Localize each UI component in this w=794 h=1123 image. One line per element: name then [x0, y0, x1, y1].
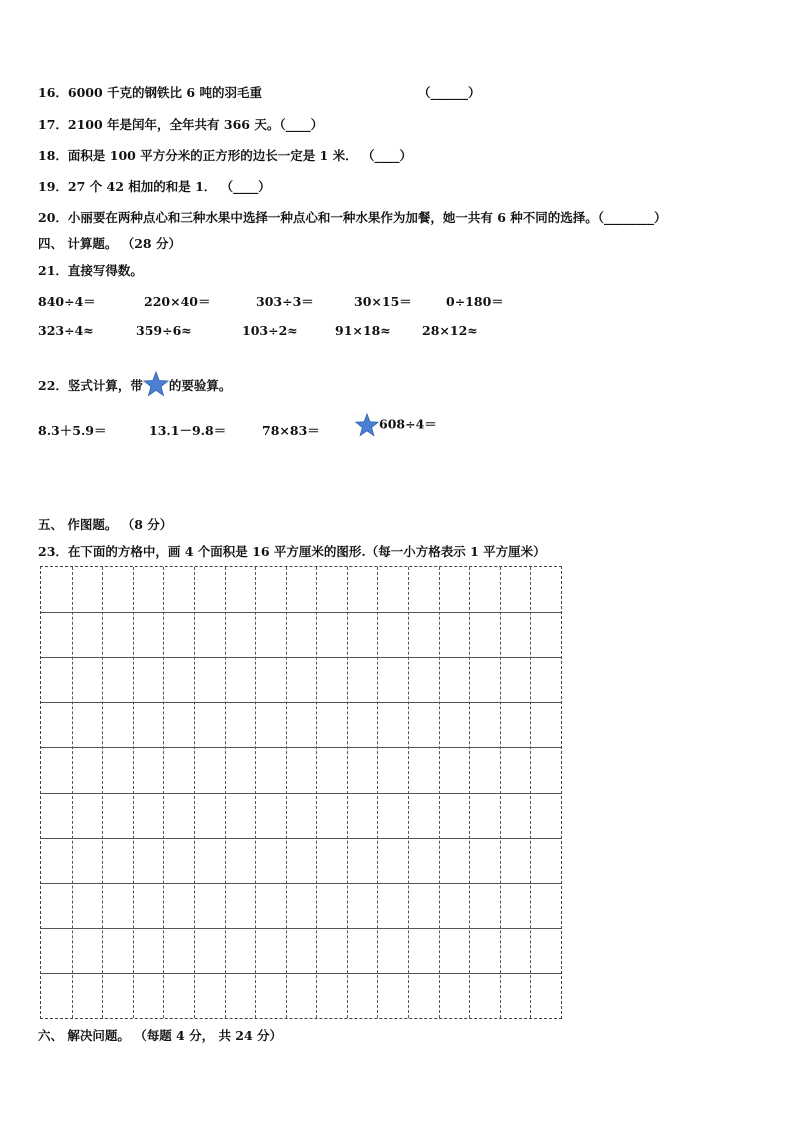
grid-row-line: [41, 702, 561, 703]
question-21: 21．直接写得数。: [38, 263, 143, 278]
question-16-number: 16．: [38, 85, 68, 100]
question-22-prefix: 22．竖式计算，带: [38, 378, 143, 393]
grid-row-line: [41, 838, 561, 839]
question-22-suffix: 的要验算。: [168, 378, 232, 393]
question-20: 20．小丽要在两种点心和三种水果中选择一种点心和一种水果作为加餐，她一共有 6 种不同的选择。（________）: [38, 210, 667, 225]
vertical-calc-item: 78×83＝: [262, 423, 320, 438]
question-16: [38, 83, 262, 101]
estimate-item: 28×12≈: [422, 323, 478, 338]
vertical-calc-item-starred: [355, 413, 437, 437]
section-6-title: 六、 解决问题。 （每题 4 分， 共 24 分）: [38, 1028, 283, 1043]
grid-row-line: [41, 612, 561, 613]
star-icon: [143, 371, 169, 397]
vertical-calc-label: 608÷4＝: [379, 416, 437, 432]
star-icon: [355, 413, 379, 437]
estimate-item: 103÷2≈: [242, 323, 298, 338]
grid-row-line: [41, 973, 561, 974]
question-22: [38, 376, 231, 397]
question-16-answer-bracket: （______）: [418, 85, 481, 100]
grid-row-line: [41, 747, 561, 748]
grid-row-line: [41, 793, 561, 794]
section-5-title: 五、 作图题。 （8 分）: [38, 517, 173, 532]
question-16-text: 6000 千克的钢铁比 6 吨的羽毛重: [67, 85, 262, 100]
calc-item: 303÷3＝: [256, 294, 314, 309]
grid-row-line: [41, 883, 561, 884]
question-23: 23．在下面的方格中，画 4 个面积是 16 平方厘米的图形.（每一小方格表示 1 平方厘米）: [38, 544, 546, 559]
estimate-item: 359÷6≈: [136, 323, 192, 338]
grid-row-line: [41, 657, 561, 658]
question-19: 19．27 个 42 相加的和是 1． （____）: [38, 179, 271, 194]
section-4-title: 四、 计算题。 （28 分）: [38, 236, 181, 251]
calc-item: 30×15＝: [354, 294, 412, 309]
vertical-calc-item: 8.3＋5.9＝: [38, 423, 107, 438]
drawing-grid[interactable]: [40, 566, 562, 1019]
question-18: 18．面积是 100 平方分米的正方形的边长一定是 1 米． （____）: [38, 148, 412, 163]
vertical-calc-item: 13.1－9.8＝: [149, 423, 227, 438]
calc-item: 220×40＝: [144, 294, 211, 309]
calc-item: 840÷4＝: [38, 294, 96, 309]
question-17: 17．2100 年是闰年，全年共有 366 天。（____）: [38, 117, 324, 132]
grid-row-line: [41, 928, 561, 929]
estimate-item: 91×18≈: [335, 323, 391, 338]
calc-item: 0÷180＝: [446, 294, 504, 309]
estimate-item: 323÷4≈: [38, 323, 94, 338]
